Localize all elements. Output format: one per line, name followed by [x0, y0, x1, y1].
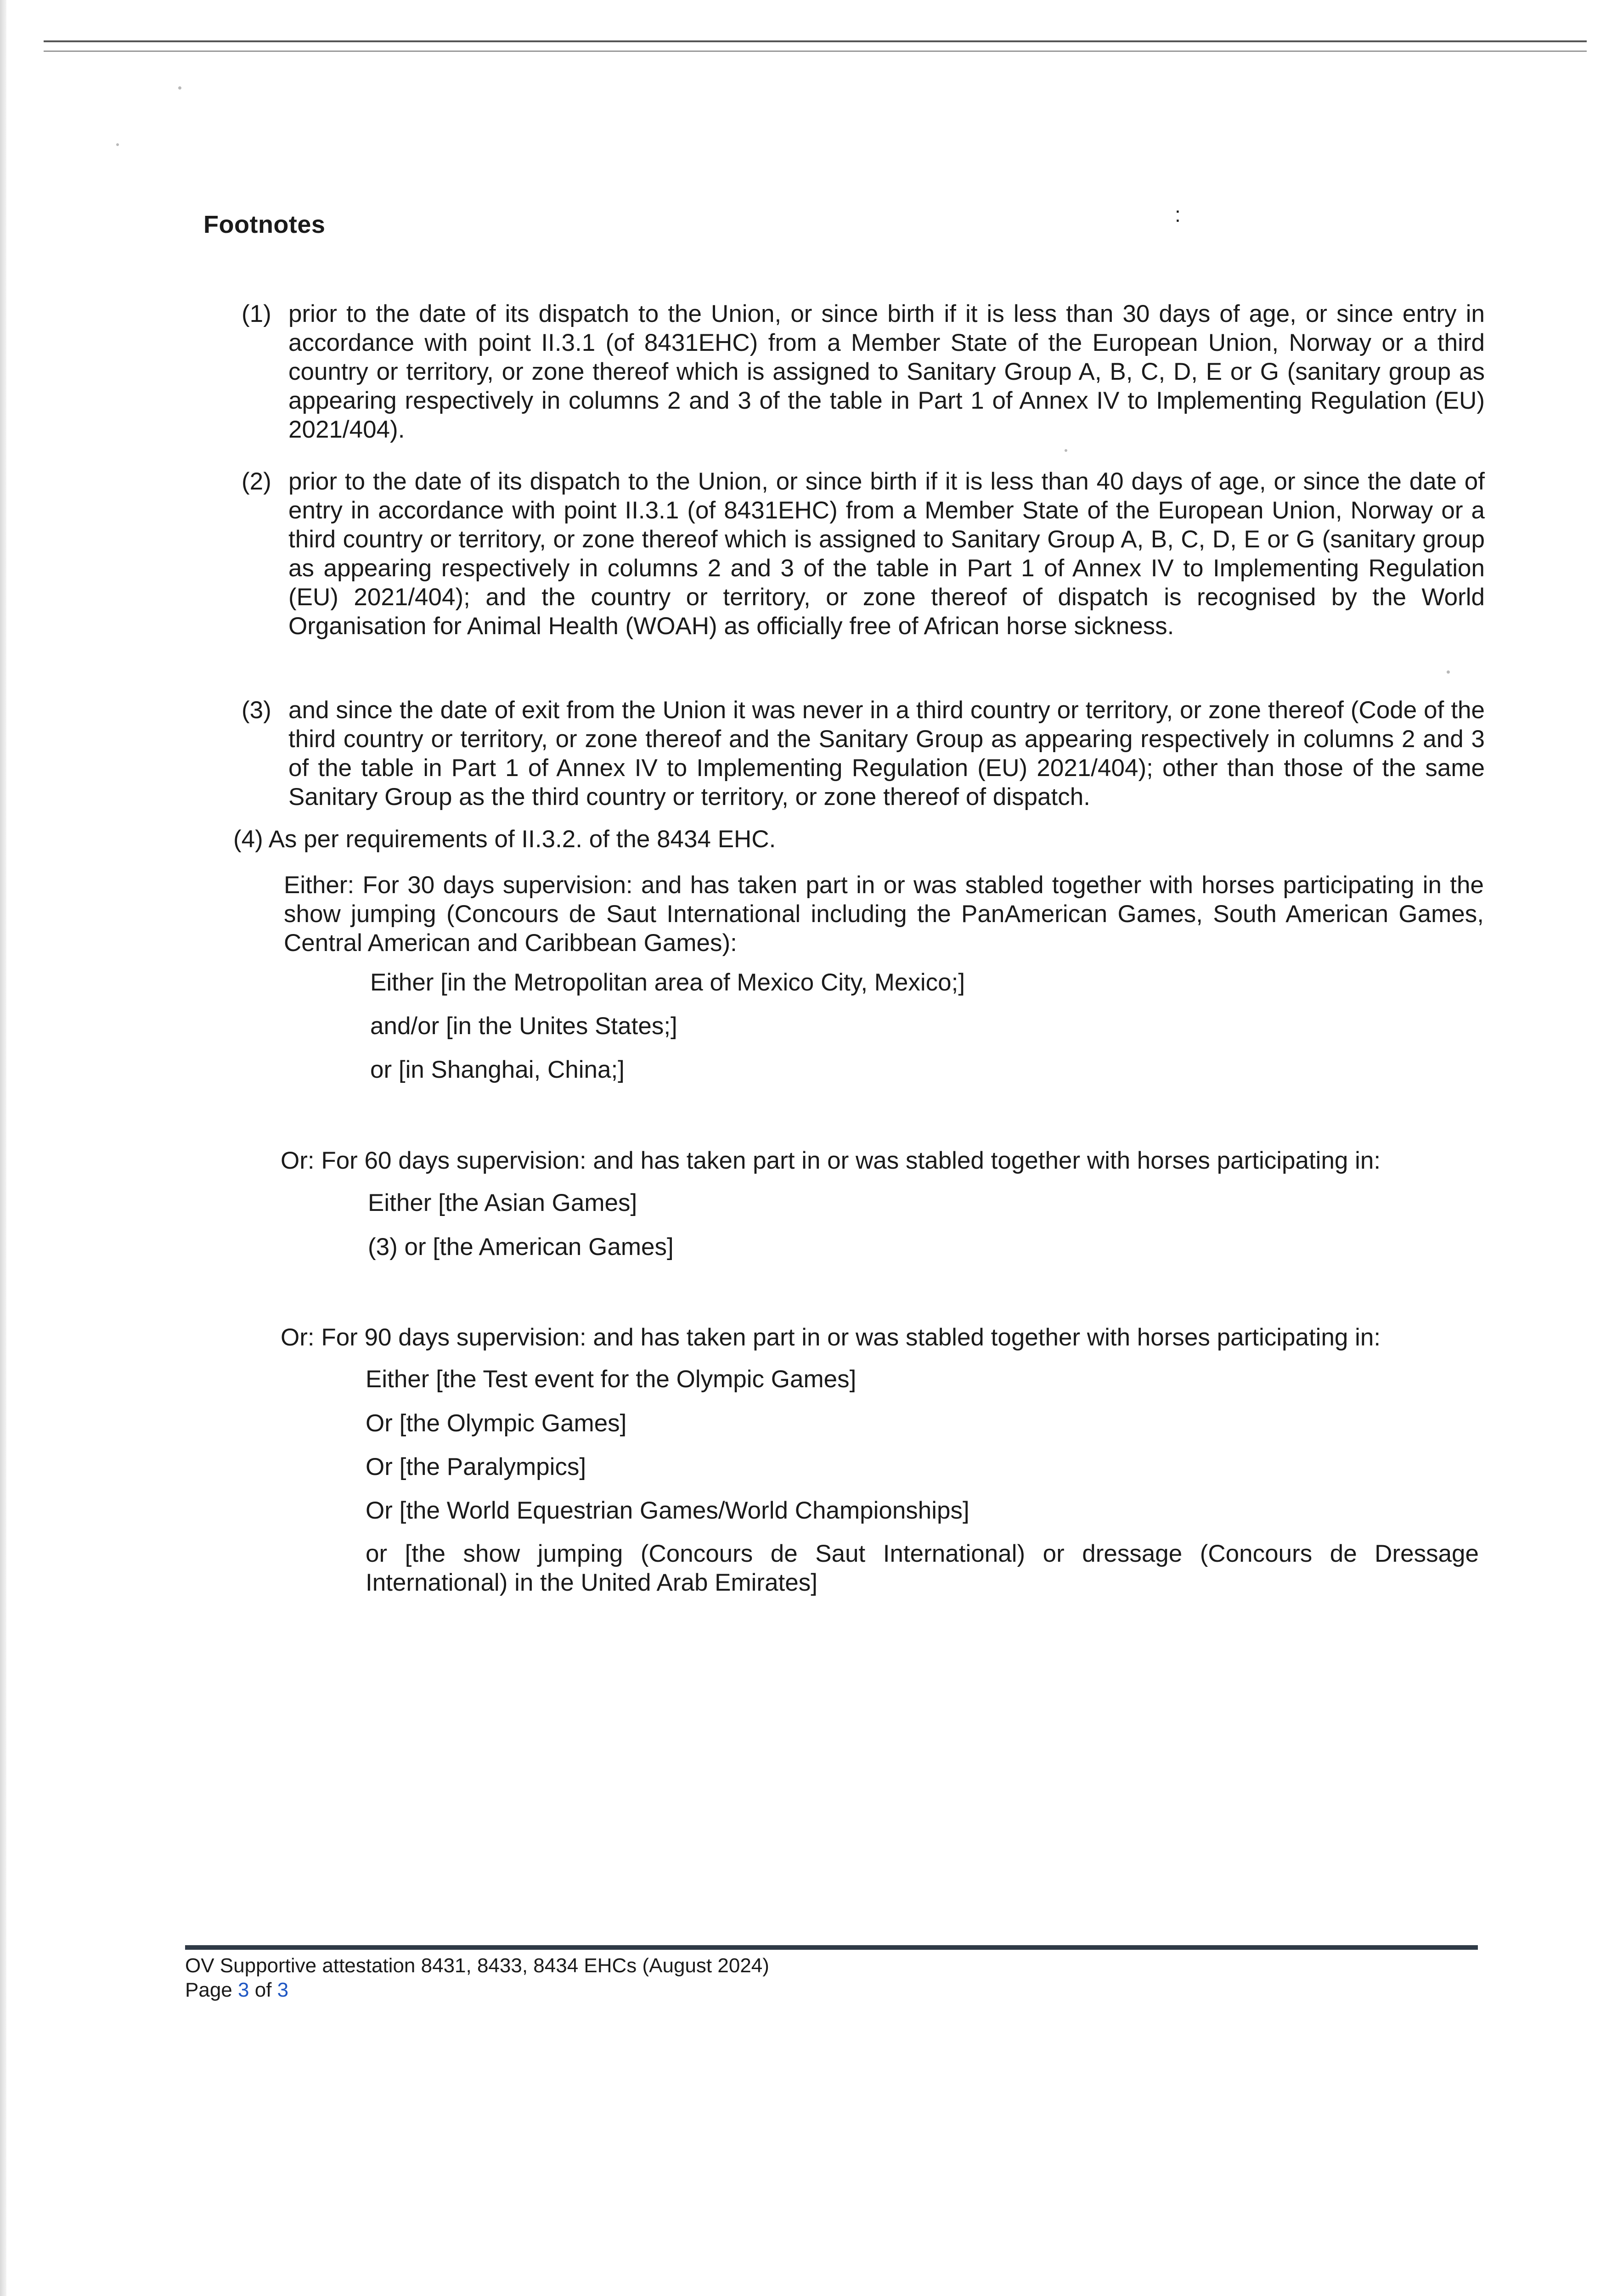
scan-left-edge	[0, 0, 6, 2296]
option-60-1: Either [the Asian Games]	[368, 1189, 637, 1216]
page-label: Page	[185, 1979, 232, 2001]
footnote-text: prior to the date of its dispatch to the Union, or since birth if it is less than 40 days of age, or since the date of entry in accordance with point II.3.1 (of 8431EHC) from a Member State of the European Union, Norway or a third country or territory, or zone thereof which is assigned to Sanitary Group A, B, C, D, E or G (sanitary group as appearing respectively in columns 2 and 3 of the table in Part 1 of Annex IV to Implementing Regulation (EU) 2021/404); and the country or territory, or zone thereof of dispatch is recognised by the World Organisation for Animal Health (WOAH) as officially free of African horse sickness.	[288, 468, 1485, 640]
scan-speck	[178, 86, 181, 90]
scan-speck	[1447, 670, 1450, 674]
footnote-1	[242, 299, 1485, 444]
page-indicator	[185, 1978, 288, 2002]
option-30-3: or [in Shanghai, China;]	[370, 1056, 625, 1083]
scan-mark: :	[1175, 203, 1181, 226]
footer-rule	[185, 1945, 1478, 1950]
option-60-2: (3) or [the American Games]	[368, 1233, 674, 1261]
supervision-90-days: Or: For 90 days supervision: and has taken part in or was stabled together with horses participating in:	[281, 1324, 1381, 1351]
option-90-5: or [the show jumping (Concours de Saut International) or dressage (Concours de Dressage International) in the United Arab Emirates]	[366, 1540, 1479, 1596]
footnote-4-intro: (4) As per requirements of II.3.2. of the 8434 EHC.	[233, 826, 776, 853]
page-current: 3	[238, 1979, 249, 2001]
footnote-text: and since the date of exit from the Union it was never in a third country or territory, or zone thereof (Code of the third country or territory, or zone thereof and the Sanitary Group as appearing respectively in columns 2 and 3 of the table in Part 1 of Annex IV to Implementing Regulation (EU) 2021/404); other than those of the same Sanitary Group as the third country or territory, or zone thereof of dispatch.	[288, 697, 1485, 810]
page-of-label: of	[254, 1979, 272, 2001]
option-30-1: Either [in the Metropolitan area of Mexico City, Mexico;]	[370, 969, 965, 996]
option-90-4: Or [the World Equestrian Games/World Championships]	[366, 1497, 969, 1524]
scan-speck	[116, 143, 119, 146]
page-total: 3	[277, 1979, 289, 2001]
header-rule	[44, 40, 1587, 42]
footnote-number: (2)	[242, 468, 271, 495]
option-30-2: and/or [in the Unites States;]	[370, 1013, 677, 1040]
supervision-30-days: Either: For 30 days supervision: and has taken part in or was stabled together with horses participating in the show jumping (Concours de Saut International including the PanAmerican Games, South American Games, Central American and Caribbean Games):	[284, 872, 1484, 957]
footnotes-heading: Footnotes	[203, 211, 326, 238]
scan-speck	[1065, 449, 1067, 452]
option-90-2: Or [the Olympic Games]	[366, 1410, 627, 1437]
option-90-3: Or [the Paralympics]	[366, 1453, 586, 1480]
footnote-number: (1)	[242, 300, 271, 327]
footnote-2	[242, 467, 1485, 641]
footnote-3	[242, 696, 1485, 811]
footer-title: OV Supportive attestation 8431, 8433, 8434 EHCs (August 2024)	[185, 1954, 769, 1977]
option-90-1: Either [the Test event for the Olympic Games]	[366, 1366, 857, 1393]
header-rule-secondary	[44, 51, 1587, 52]
footnote-text: prior to the date of its dispatch to the Union, or since birth if it is less than 30 days of age, or since entry in accordance with point II.3.1 (of 8431EHC) from a Member State of the European Union, Norway or a third country or territory, or zone thereof which is assigned to Sanitary Group A, B, C, D, E or G (sanitary group as appearing respectively in columns 2 and 3 of the table in Part 1 of Annex IV to Implementing Regulation (EU) 2021/404).	[288, 300, 1485, 443]
footnote-number: (3)	[242, 697, 271, 724]
supervision-60-days: Or: For 60 days supervision: and has taken part in or was stabled together with horses participating in:	[281, 1147, 1381, 1174]
